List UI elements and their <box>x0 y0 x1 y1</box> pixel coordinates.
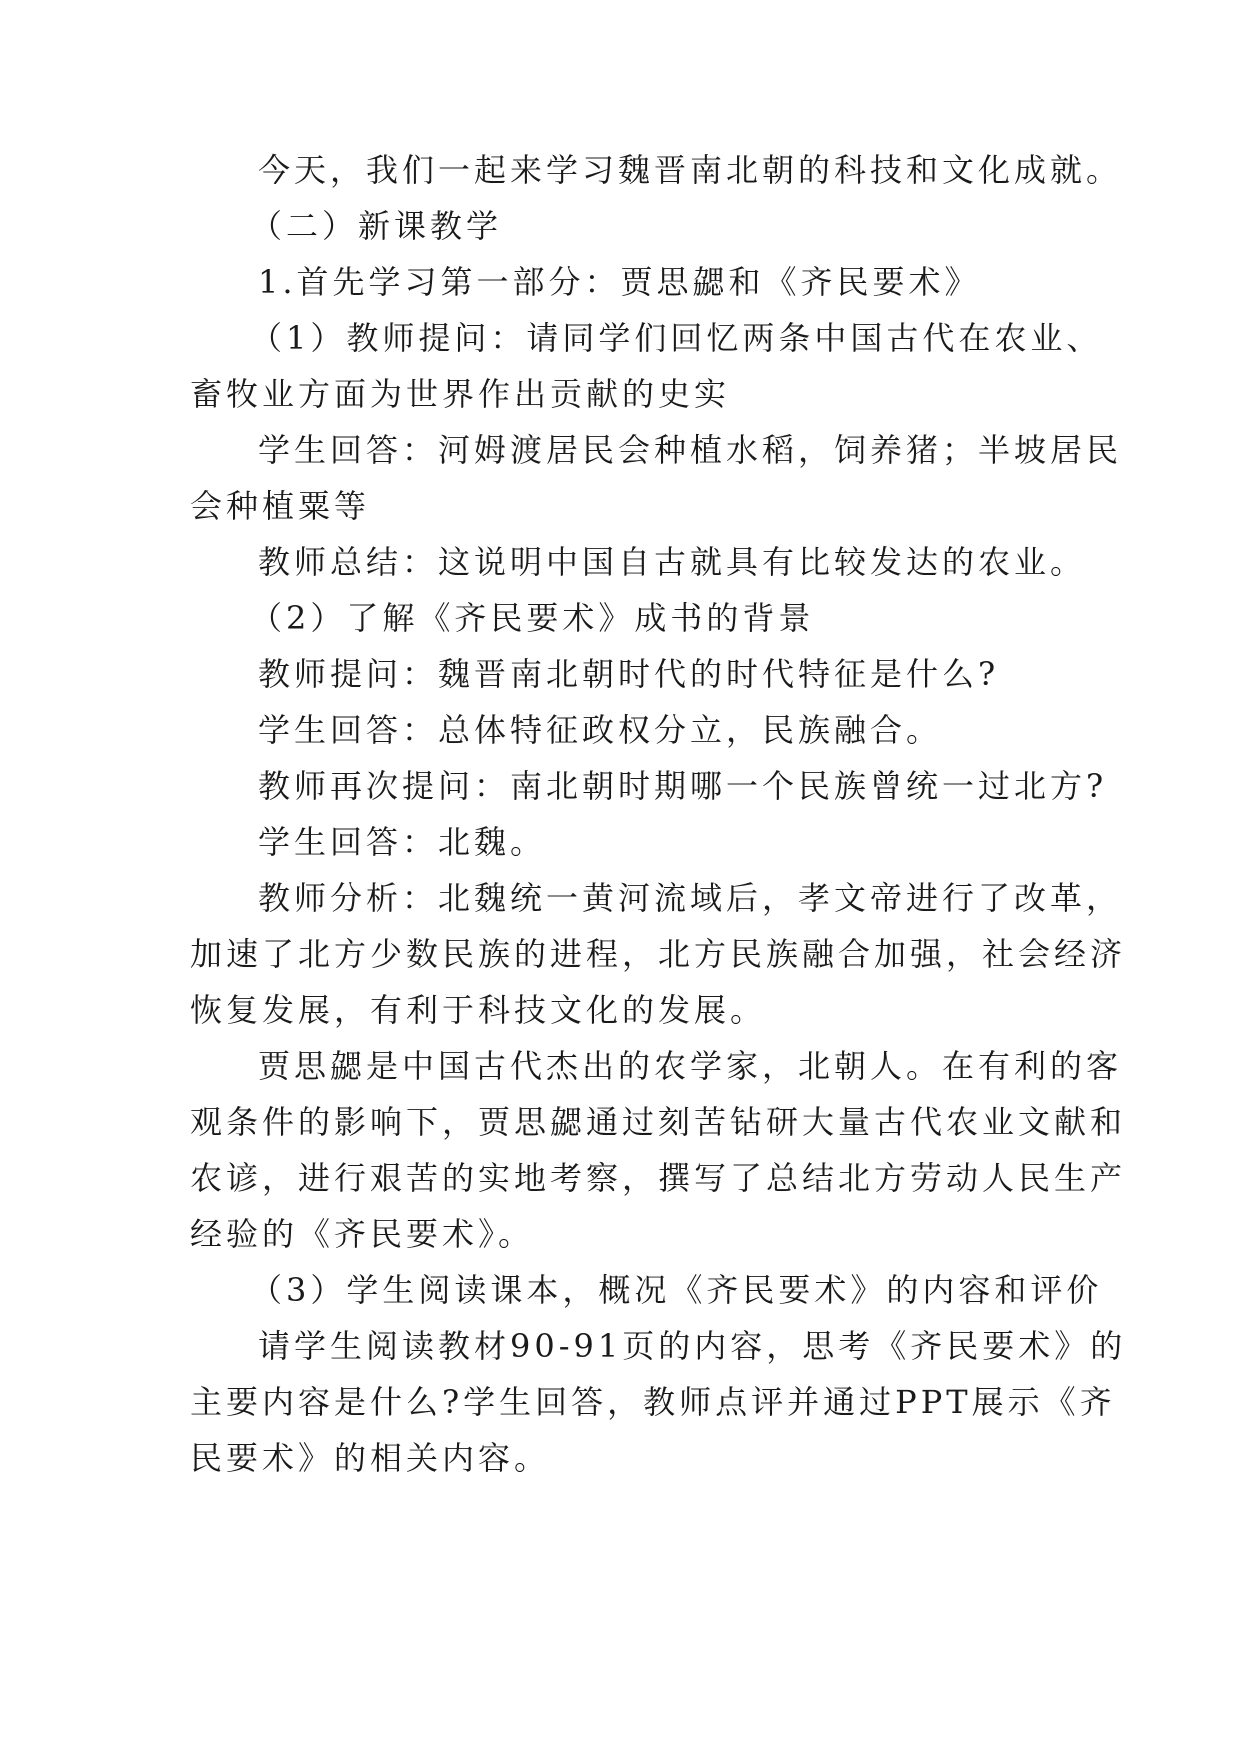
paragraph-line: 教师总结：这说明中国自古就具有比较发达的农业。 <box>258 543 1087 581</box>
paragraph-line: 经验的《齐民要术》。 <box>190 1215 535 1253</box>
subsection-heading: （2）了解《齐民要术》成书的背景 <box>250 599 815 637</box>
paragraph-line: 农谚，进行艰苦的实地考察，撰写了总结北方劳动人民生产 <box>190 1159 1127 1197</box>
section-heading: （二）新课教学 <box>250 207 503 245</box>
paragraph-line: （1）教师提问：请同学们回忆两条中国古代在农业、 <box>250 319 1103 357</box>
subsection-heading: （3）学生阅读课本，概况《齐民要术》的内容和评价 <box>250 1271 1103 1309</box>
paragraph-line: 贾思勰是中国古代杰出的农学家，北朝人。在有利的客 <box>258 1047 1123 1085</box>
paragraph-line: 学生回答：总体特征政权分立，民族融合。 <box>258 711 943 749</box>
paragraph-line: 畜牧业方面为世界作出贡献的史实 <box>190 375 731 413</box>
paragraph-line: 学生回答：河姆渡居民会种植水稻，饲养猪；半坡居民 <box>258 431 1123 469</box>
paragraph-line: 观条件的影响下，贾思勰通过刻苦钻研大量古代农业文献和 <box>190 1103 1127 1141</box>
paragraph-line: 教师分析：北魏统一黄河流域后，孝文帝进行了改革， <box>258 879 1123 917</box>
paragraph-line: 会种植粟等 <box>190 487 371 525</box>
paragraph-line: 主要内容是什么?学生回答，教师点评并通过PPT展示《齐 <box>190 1383 1116 1421</box>
paragraph-line: 恢复发展，有利于科技文化的发展。 <box>190 991 767 1029</box>
paragraph-line: 教师再次提问：南北朝时期哪一个民族曾统一过北方? <box>258 767 1108 805</box>
paragraph-line: 教师提问：魏晋南北朝时代的时代特征是什么? <box>258 655 1000 693</box>
subsection-heading: 1.首先学习第一部分：贾思勰和《齐民要术》 <box>258 263 981 301</box>
paragraph-line: 今天，我们一起来学习魏晋南北朝的科技和文化成就。 <box>258 151 1123 189</box>
paragraph-line: 加速了北方少数民族的进程，北方民族融合加强，社会经济 <box>190 935 1127 973</box>
paragraph-line: 学生回答：北魏。 <box>258 823 547 861</box>
paragraph-line: 请学生阅读教材90-91页的内容，思考《齐民要术》的 <box>258 1327 1127 1365</box>
paragraph-line: 民要术》的相关内容。 <box>190 1439 551 1477</box>
